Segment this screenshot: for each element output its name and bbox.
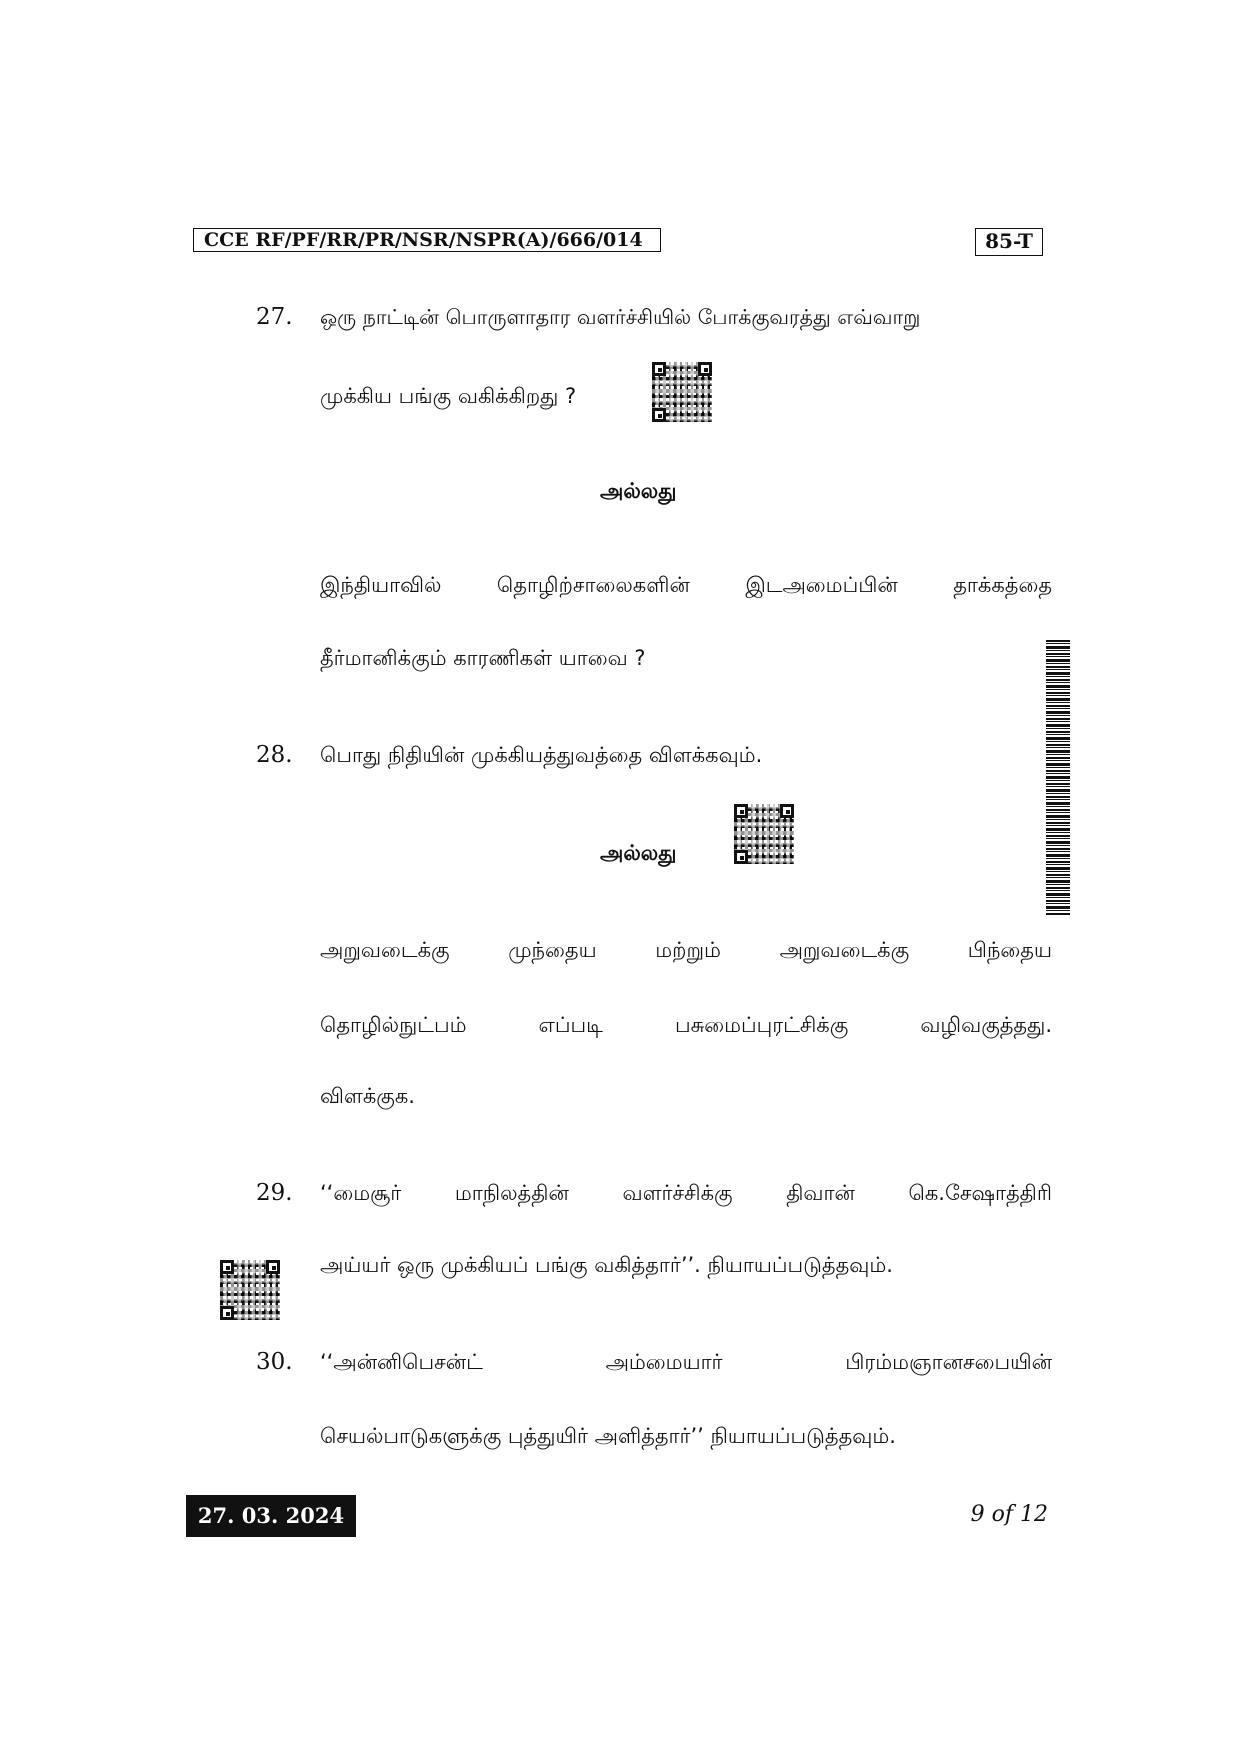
- exam-code-box: CCE RF/PF/RR/PR/NSR/NSPR(A)/666/014: [193, 228, 661, 252]
- question-text-line: தொழில்நுட்பம் எப்படி பசுமைப்புரட்சிக்கு வழிவகுத்தது.: [320, 1013, 1052, 1037]
- question-text-line: ஒரு நாட்டின் பொருளாதார வளர்ச்சியில் போக்குவரத்து எவ்வாறு: [320, 305, 921, 329]
- question-text-line: அறுவடைக்கு முந்தைய மற்றும் அறுவடைக்கு பிந்தைய: [320, 938, 1052, 962]
- question-text-line: ‘‘அன்னிபெசன்ட் அம்மையார் பிரம்மஞானசபையின்: [320, 1350, 1052, 1374]
- or-separator: அல்லது: [600, 479, 677, 503]
- question-text-line: பொது நிதியின் முக்கியத்துவத்தை விளக்கவும்.: [320, 743, 763, 767]
- question-text-line: செயல்பாடுகளுக்கு புத்துயிர் அளித்தார்’’ நியாயப்படுத்தவும்.: [320, 1424, 896, 1448]
- exam-date-badge: 27. 03. 2024: [186, 1495, 356, 1537]
- question-text-line: ‘‘மைசூர் மாநிலத்தின் வளர்ச்சிக்கு திவான் கெ.சேஷாத்திரி: [320, 1181, 1052, 1205]
- question-text-line: முக்கிய பங்கு வகிக்கிறது ?: [320, 384, 577, 408]
- question-text-line: தீர்மானிக்கும் காரணிகள் யாவை ?: [320, 646, 646, 670]
- question-text-line: விளக்குக.: [320, 1084, 415, 1108]
- qr-code: [220, 1260, 280, 1320]
- question-number: 27.: [256, 304, 293, 330]
- question-text-line: இந்தியாவில் தொழிற்சாலைகளின் இடஅமைப்பின் தாக்கத்தை: [320, 573, 1052, 597]
- page-number: 9 of 12: [970, 1502, 1048, 1527]
- or-separator: அல்லது: [600, 841, 677, 865]
- question-text-line: அய்யர் ஒரு முக்கியப் பங்கு வகித்தார்’’. நியாயப்படுத்தவும்.: [320, 1253, 893, 1277]
- barcode: [1046, 640, 1070, 915]
- qr-code: [652, 362, 712, 422]
- question-number: 28.: [256, 742, 293, 768]
- question-number: 29.: [256, 1180, 293, 1206]
- qr-code: [734, 804, 794, 864]
- paper-code-box: 85-T: [975, 228, 1043, 256]
- question-number: 30.: [256, 1349, 293, 1375]
